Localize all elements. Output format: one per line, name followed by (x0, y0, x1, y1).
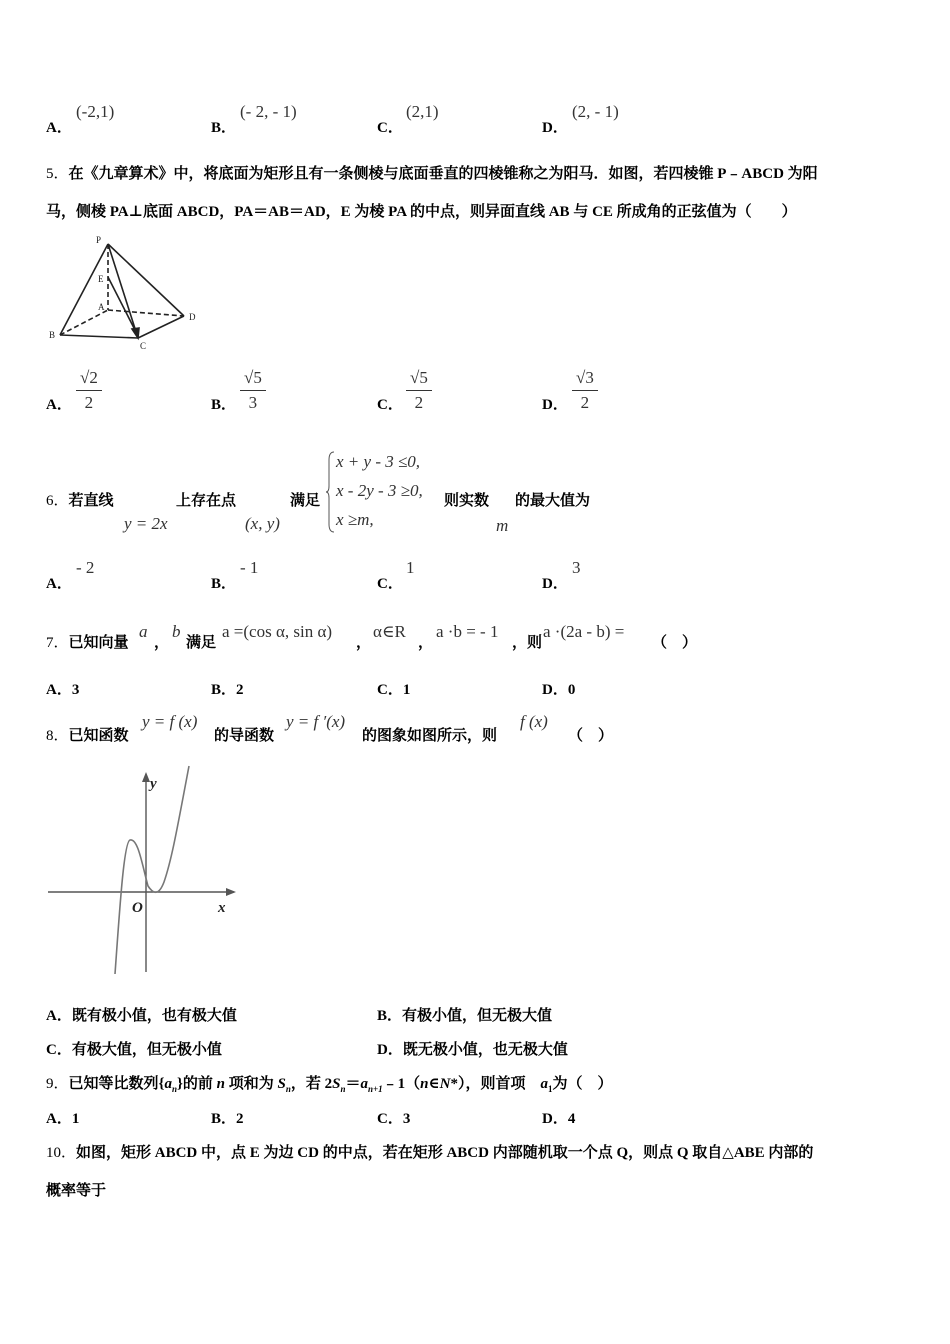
q7-vector-a: a (139, 622, 148, 641)
edge-bc (60, 335, 138, 338)
q5-number: 5． (46, 166, 69, 182)
q4-option-b-value: (- 2, - 1) (240, 102, 297, 121)
q8-derivative-graph (44, 764, 250, 976)
q8-text-2: 的导函数 (214, 728, 275, 744)
label-b: B (49, 330, 56, 340)
q8-function: y = f (x) (142, 712, 198, 731)
q7-text-3: ，则 (512, 635, 543, 651)
q7-comma-1: ， (356, 635, 372, 651)
q8-text-3: 的图象如图所示，则 (362, 728, 498, 744)
q4-option-d-value: (2, - 1) (572, 102, 619, 121)
q4-option-a-value: (-2,1) (76, 102, 115, 121)
q5-line2: 马，侧棱 PA⊥底面 ABCD，PA＝AB＝AD，E 为棱 PA 的中点，则异面直线 AB 与 CE 所成角的正弦值为（ ） (46, 204, 797, 220)
q6-option-b-letter: B． (211, 576, 237, 592)
q4-option-b-letter: B． (211, 120, 237, 136)
q8-option-c: C．有极大值，但无极小值 (46, 1042, 222, 1058)
q6-constraint-3: x ≥m, (336, 510, 374, 529)
q8-option-d: D．既无极小值，也无极大值 (377, 1042, 568, 1058)
q5-option-b-value: √5 3 (240, 368, 266, 413)
q7-text-1: 已知向量 (68, 635, 129, 651)
q7-option-b: B．2 (211, 682, 244, 698)
q4-option-a-letter: A． (46, 120, 72, 136)
q8-text-1: 已知函数 (68, 728, 129, 744)
q7-expression: a ·(2a - b) = (543, 622, 625, 641)
q7-condition-1: α∈R (373, 622, 406, 641)
q9-option-b: B．2 (211, 1111, 244, 1127)
q7-answer-paren: （ ） (652, 635, 698, 651)
q8-f-of-x: f (x) (520, 712, 548, 731)
q6-option-a-value: - 2 (76, 558, 95, 577)
graph-label-y: y (150, 776, 157, 792)
q7-vector-b: b (172, 622, 181, 641)
q9-option-c: C．3 (377, 1111, 411, 1127)
q10-line1: 如图，矩形 ABCD 中，点 E 为边 CD 的中点，若在矩形 ABCD 内部随机取一个点 Q，则点 Q 取自△ABE 内部的 (76, 1145, 814, 1161)
q4-option-c-value: (2,1) (406, 102, 439, 121)
q5-option-b-letter: B． (211, 397, 237, 413)
q8-number: 8． (46, 728, 69, 744)
q6-constraint-2: x - 2y - 3 ≥0, (336, 481, 423, 500)
q6-text-1: 若直线 (68, 493, 114, 509)
q6-option-b-value: - 1 (240, 558, 259, 577)
q5-option-a-letter: A． (46, 397, 72, 413)
q8-answer-paren: （ ） (568, 728, 614, 744)
q4-option-c-letter: C． (377, 120, 403, 136)
q7-option-c: C．1 (377, 682, 411, 698)
q5-option-c-letter: C． (377, 397, 403, 413)
q9-stem: 9．已知等比数列$\{a_n\}$的前 n 项和为 $S_n$，若 $2S_n=a_{n+1}﹣1(n\in N*)$，则首项 $a_1$为（ ） (46, 1076, 613, 1094)
edge-ad (108, 310, 184, 316)
label-p: P (96, 235, 102, 245)
graph-label-origin: O (132, 900, 143, 916)
q6-text-2: 上存在点 (176, 493, 237, 509)
label-c: C (140, 341, 147, 351)
q7-option-d: D．0 (542, 682, 576, 698)
graph-label-x: x (218, 900, 226, 916)
q6-line-equation: y = 2x (124, 514, 168, 533)
q8-option-a: A．既有极小值，也有极大值 (46, 1008, 237, 1024)
q6-number: 6． (46, 493, 69, 509)
q9-option-a: A．1 (46, 1111, 80, 1127)
q6-option-a-letter: A． (46, 576, 72, 592)
q5-option-c-value: √5 2 (406, 368, 432, 413)
q5-pyramid-figure (46, 232, 206, 352)
q8-option-b: B．有极小值，但无极大值 (377, 1008, 553, 1024)
q6-constraint-1: x + y - 3 ≤0, (336, 452, 421, 471)
q6-text-4: 则实数 (444, 493, 490, 509)
q6-option-d-value: 3 (572, 558, 581, 577)
q6-option-c-letter: C． (377, 576, 403, 592)
q5-option-a-value: √2 2 (76, 368, 102, 413)
q7-separator: ， (154, 635, 170, 651)
edge-pb (60, 244, 108, 335)
q6-system-brace (326, 450, 336, 534)
q6-text-5: 的最大值为 (515, 493, 591, 509)
q10-line2: 概率等于 (46, 1183, 107, 1199)
label-e: E (98, 274, 104, 284)
q5-option-d-value: √3 2 (572, 368, 598, 413)
q6-option-c-value: 1 (406, 558, 415, 577)
q7-number: 7． (46, 635, 69, 651)
q4-option-d-letter: D． (542, 120, 568, 136)
q6-option-d-letter: D． (542, 576, 568, 592)
label-d: D (189, 312, 196, 322)
q6-point: (x, y) (245, 514, 280, 533)
q7-vector-definition: a =(cos α, sin α) (222, 622, 333, 641)
q7-text-2: 满足 (186, 635, 217, 651)
q6-variable-m: m (496, 516, 509, 535)
q9-option-d: D．4 (542, 1111, 576, 1127)
edge-cd (138, 316, 184, 338)
q8-derivative: y = f ′(x) (286, 712, 346, 731)
q5-line1: 在《九章算术》中，将底面为矩形且有一条侧棱与底面垂直的四棱锥称之为阳马．如图，若四棱锥 P﹣ABCD 为阳 (68, 166, 818, 182)
arrow-head (132, 328, 139, 338)
label-a: A (98, 302, 105, 312)
q6-text-3: 满足 (290, 493, 321, 509)
q7-option-a: A．3 (46, 682, 80, 698)
q7-comma-2: ， (418, 635, 434, 651)
q5-option-d-letter: D． (542, 397, 568, 413)
q10-number: 10． (46, 1145, 77, 1161)
q7-condition-2: a ·b = - 1 (436, 622, 499, 641)
